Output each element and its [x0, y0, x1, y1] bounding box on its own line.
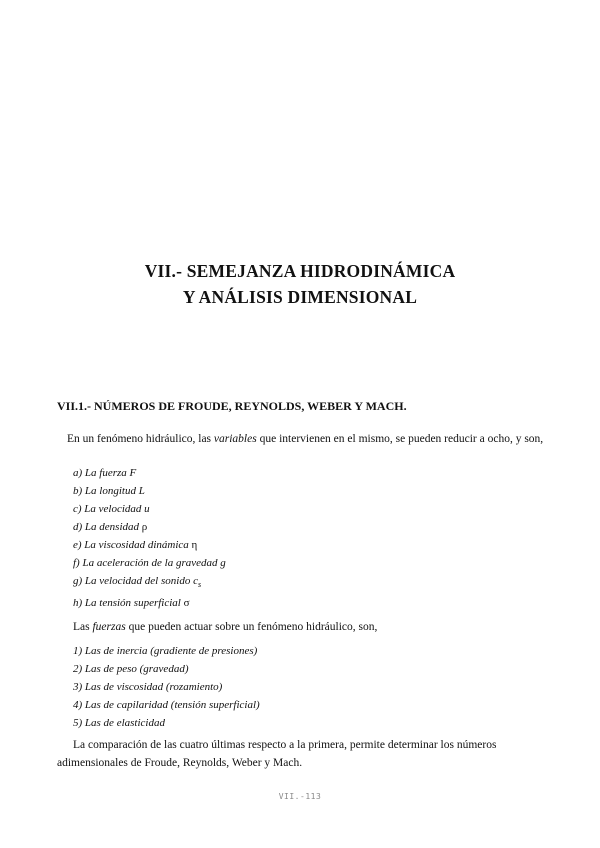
- list-item: [73, 500, 226, 518]
- chapter-title-line-2: Y ANÁLISIS DIMENSIONAL: [182, 287, 418, 307]
- variable-label: f) La aceleración de la gravedad g: [73, 557, 226, 569]
- density-symbol: ρ: [141, 521, 148, 533]
- forces-intro-paragraph: [73, 618, 377, 636]
- list-item: 1) Las de inercia (gradiente de presiones): [73, 645, 258, 657]
- variable-label: d) La densidad: [73, 521, 142, 533]
- list-item: 4) Las de capilaridad (tensión superficial): [73, 699, 260, 711]
- list-item: [73, 536, 226, 554]
- page-number: VII.-113: [278, 792, 322, 801]
- forces-intro-emphasis: fuerzas: [92, 621, 126, 633]
- viscosity-symbol: η: [191, 539, 198, 551]
- forces-intro-after: que pueden actuar sobre un fenómeno hidráulico, son,: [125, 621, 378, 633]
- list-item: [73, 482, 226, 500]
- intro-text-after: que intervienen en el mismo, se pueden reducir a ocho, y son,: [256, 433, 544, 445]
- variable-label: g) La velocidad del sonido c: [73, 575, 198, 587]
- forces-intro-before: Las: [73, 621, 93, 633]
- variable-label: e) La viscosidad dinámica: [73, 539, 192, 551]
- variables-list: [73, 464, 226, 612]
- list-item: [73, 594, 226, 612]
- variable-label: a) La fuerza F: [73, 467, 137, 479]
- intro-text-before: En un fenómeno hidráulico, las: [67, 433, 214, 445]
- list-item: 2) Las de peso (gravedad): [73, 663, 189, 675]
- list-item: [73, 554, 226, 572]
- sound-speed-subscript: s: [197, 580, 202, 590]
- list-item: [73, 518, 226, 536]
- section-heading: VII.1.- NÚMEROS DE FROUDE, REYNOLDS, WEBER Y MACH.: [57, 399, 407, 413]
- variable-label: b) La longitud L: [73, 485, 145, 497]
- chapter-title: [0, 258, 600, 310]
- intro-emphasis: variables: [213, 433, 257, 445]
- list-item: [73, 464, 226, 482]
- variable-label: c) La velocidad u: [73, 503, 150, 515]
- forces-list: [73, 642, 260, 732]
- list-item: [73, 572, 226, 594]
- surface-tension-symbol: σ: [183, 597, 190, 610]
- conclusion-paragraph: La comparación de las cuatro últimas respecto a la primera, permite determinar los números adimensionales de Froude, Reynolds, Weber y Mach.: [57, 739, 497, 769]
- list-item: 5) Las de elasticidad: [73, 717, 165, 729]
- variable-label: h) La tensión superficial: [73, 597, 184, 610]
- chapter-title-line-1: VII.- SEMEJANZA HIDRODINÁMICA: [144, 261, 456, 281]
- list-item: 3) Las de viscosidad (rozamiento): [73, 681, 223, 693]
- intro-paragraph: [57, 430, 557, 448]
